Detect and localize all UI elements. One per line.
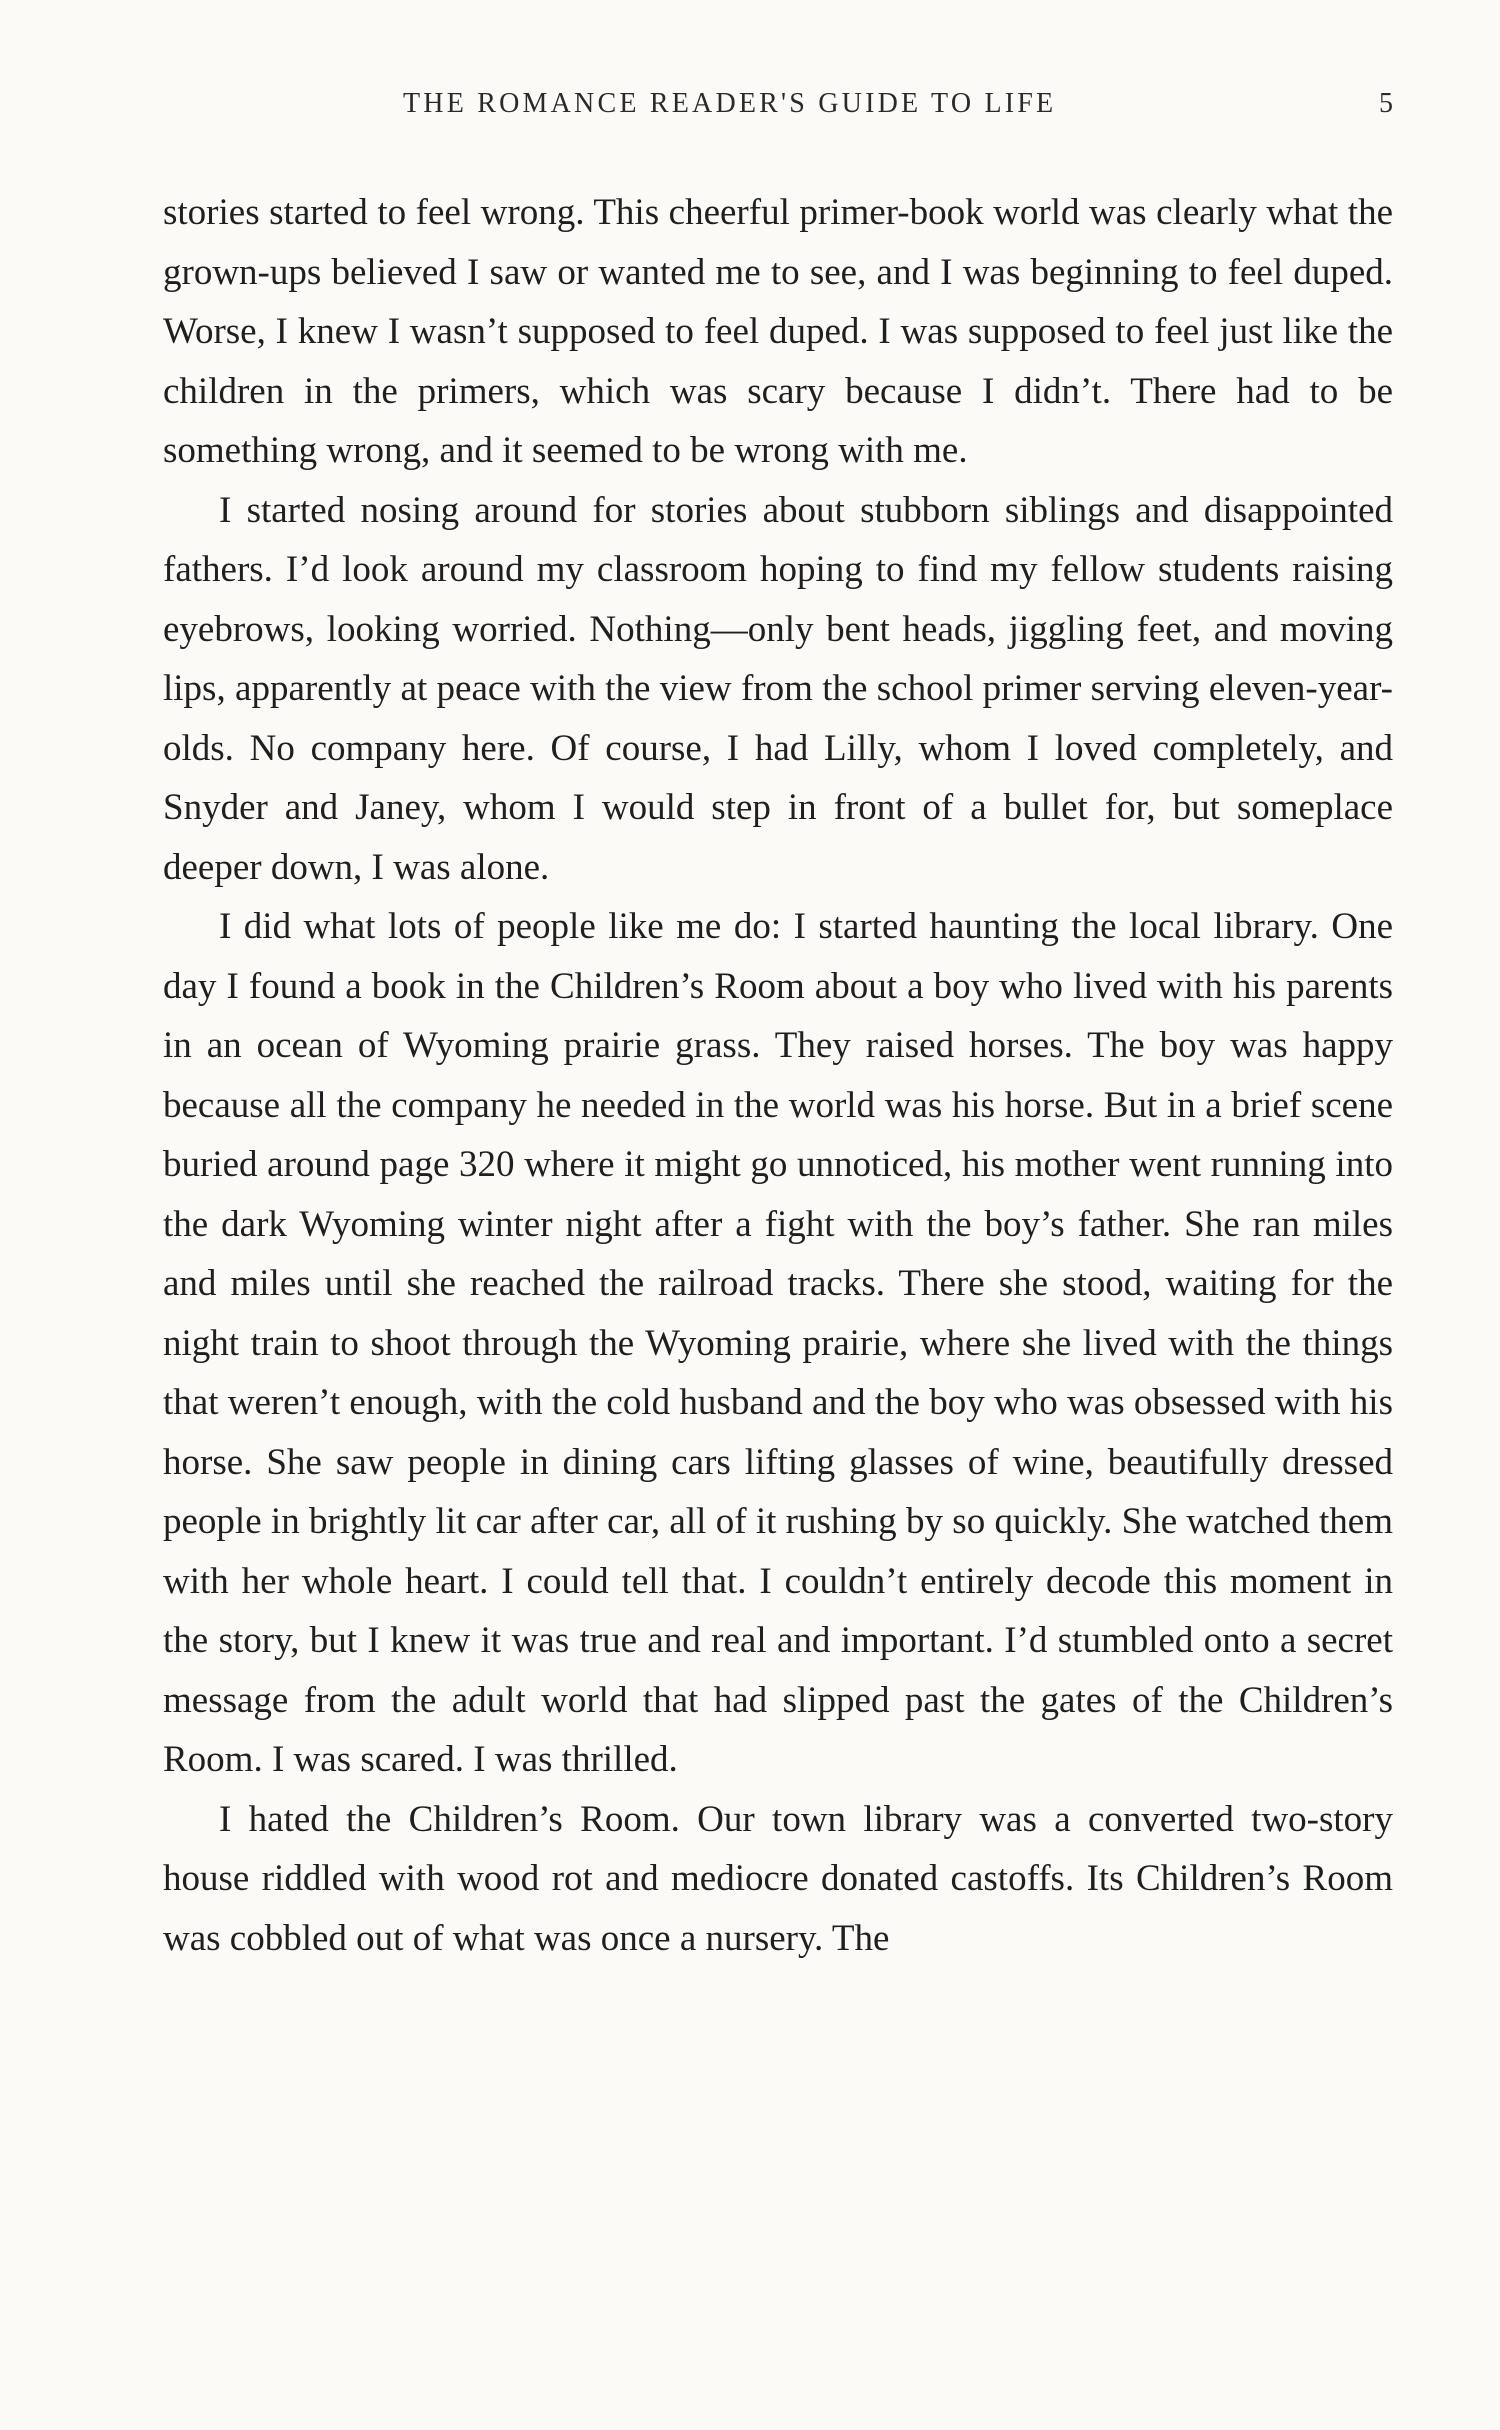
running-head [163,88,1393,128]
page-number: 5 [1379,88,1393,119]
paragraph-3: I did what lots of people like me do: I started haunting the local library. One day I found a book in the Children’s Room about a boy who lived with his parents in an ocean of Wyoming prairie grass. They raised horses. The boy was happy because all the company he needed in the world was his horse. But in a brief scene buried around page 320 where it might go unnoticed, his mother went running into the dark Wyoming winter night after a fight with the boy’s father. She ran miles and miles until she reached the railroad tracks. There she stood, waiting for the night train to shoot through the Wyoming prairie, where she lived with the things that weren’t enough, with the cold husband and the boy who was obsessed with his horse. She saw people in dining cars lifting glasses of wine, beautifully dressed people in brightly lit car after car, all of it rushing by so quickly. She watched them with her whole heart. I could tell that. I couldn’t entirely decode this moment in the story, but I knew it was true and real and important. I’d stumbled onto a secret message from the adult world that had slipped past the gates of the Children’s Room. I was scared. I was thrilled. [163,906,1393,1780]
running-title: THE ROMANCE READER'S GUIDE TO LIFE [403,88,1057,119]
paragraph-1: stories started to feel wrong. This cheerful primer-book world was clearly what the grown-ups believed I saw or wanted me to see, and I was beginning to feel duped. Worse, I knew I wasn’t supposed to feel duped. I was supposed to feel just like the children in the primers, which was scary because I didn’t. There had to be something wrong, and it seemed to be wrong with me. [163,192,1393,471]
body-text [163,183,1393,1968]
paragraph-2: I started nosing around for stories about stubborn siblings and disappointed fathers. I’d look around my classroom hoping to find my fellow students raising eyebrows, looking worried. Nothing—only bent heads, jiggling feet, and moving lips, apparently at peace with the view from the school primer serving eleven-year-olds. No company here. Of course, I had Lilly, whom I loved completely, and Snyder and Janey, whom I would step in front of a bullet for, but someplace deeper down, I was alone. [163,489,1393,888]
paragraph-4: I hated the Children’s Room. Our town library was a converted two-story house riddled with wood rot and mediocre donated castoffs. Its Children’s Room was cobbled out of what was once a nursery. The [163,1798,1393,1959]
